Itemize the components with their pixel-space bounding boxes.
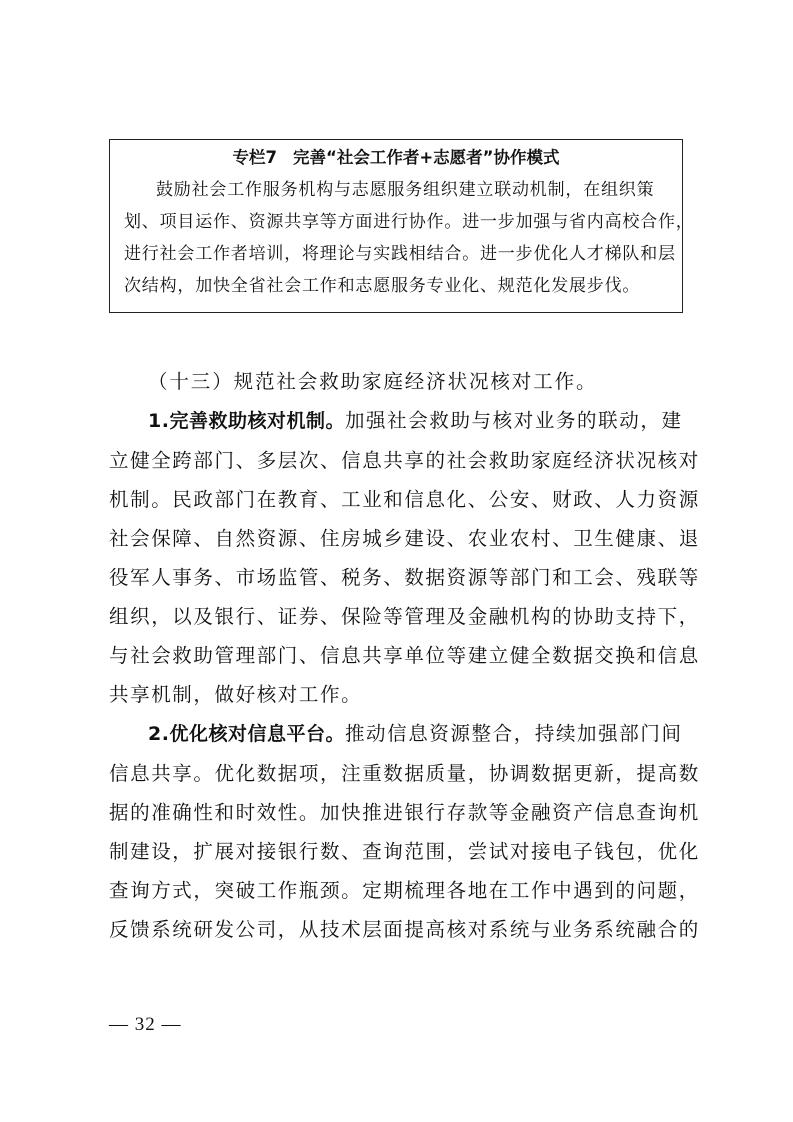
- paragraph-line: [109, 714, 689, 754]
- paragraph-line: 役军人事务、市场监管、税务、数据资源等部门和工会、残联等: [109, 566, 700, 589]
- paragraph-line: 反馈系统研发公司，从技术层面提高核对系统与业务系统融合的: [109, 918, 700, 941]
- item-2-title: 2.优化核对信息平台。: [148, 723, 345, 745]
- paragraph-line: [109, 401, 689, 441]
- section-heading: （十三）规范社会救助家庭经济状况核对工作。: [148, 370, 598, 393]
- item-1-title: 1.完善救助核对机制。: [148, 410, 345, 432]
- page-number: — 32 —: [109, 1014, 182, 1035]
- paragraph-line: 共享机制，做好核对工作。: [109, 683, 363, 706]
- paragraph-line: 查询方式，突破工作瓶颈。定期梳理各地在工作中遇到的问题，: [109, 879, 700, 902]
- sidebar-box-title: [124, 146, 668, 170]
- item-2-first-line: 推动信息资源整合，持续加强部门间: [344, 722, 683, 745]
- sidebar-box-line: 进行社会工作者培训，将理论与实践相结合。进一步优化人才梯队和层: [124, 244, 676, 264]
- sidebar-box-line: 次结构，加快全省社会工作和志愿服务专业化、规范化发展步伐。: [124, 276, 641, 296]
- sidebar-box-line: 鼓励社会工作服务机构与志愿服务组织建立联动机制，在组织策: [156, 180, 655, 200]
- paragraph-line: 立健全跨部门、多层次、信息共享的社会救助家庭经济状况核对: [109, 449, 700, 472]
- paragraph-line: 与社会救助管理部门、信息共享单位等建立健全数据交换和信息: [109, 644, 700, 667]
- sidebar-box-line: 划、项目运作、资源共享等方面进行协作。进一步加强与省内高校合作，: [124, 212, 694, 232]
- paragraph-line: 据的准确性和时效性。加快推进银行存款等金融资产信息查询机: [109, 801, 700, 824]
- sidebar-box-label: 专栏7: [232, 148, 277, 167]
- paragraph-line: 信息共享。优化数据项，注重数据质量，协调数据更新，提高数: [109, 762, 700, 785]
- paragraph-line: 机制。民政部门在教育、工业和信息化、公安、财政、人力资源: [109, 488, 700, 511]
- sidebar-box: [109, 139, 694, 313]
- paragraph-line: 制建设，扩展对接银行数、查询范围，尝试对接电子钱包，优化: [109, 840, 700, 863]
- paragraph-line: 社会保障、自然资源、住房城乡建设、农业农村、卫生健康、退: [109, 527, 700, 550]
- document-body: [109, 362, 700, 949]
- sidebar-box-heading: 完善“社会工作者+志愿者”协作模式: [292, 148, 560, 167]
- item-1-first-line: 加强社会救助与核对业务的联动，建: [344, 409, 683, 432]
- paragraph-line: 组织，以及银行、证券、保险等管理及金融机构的协助支持下，: [109, 605, 700, 628]
